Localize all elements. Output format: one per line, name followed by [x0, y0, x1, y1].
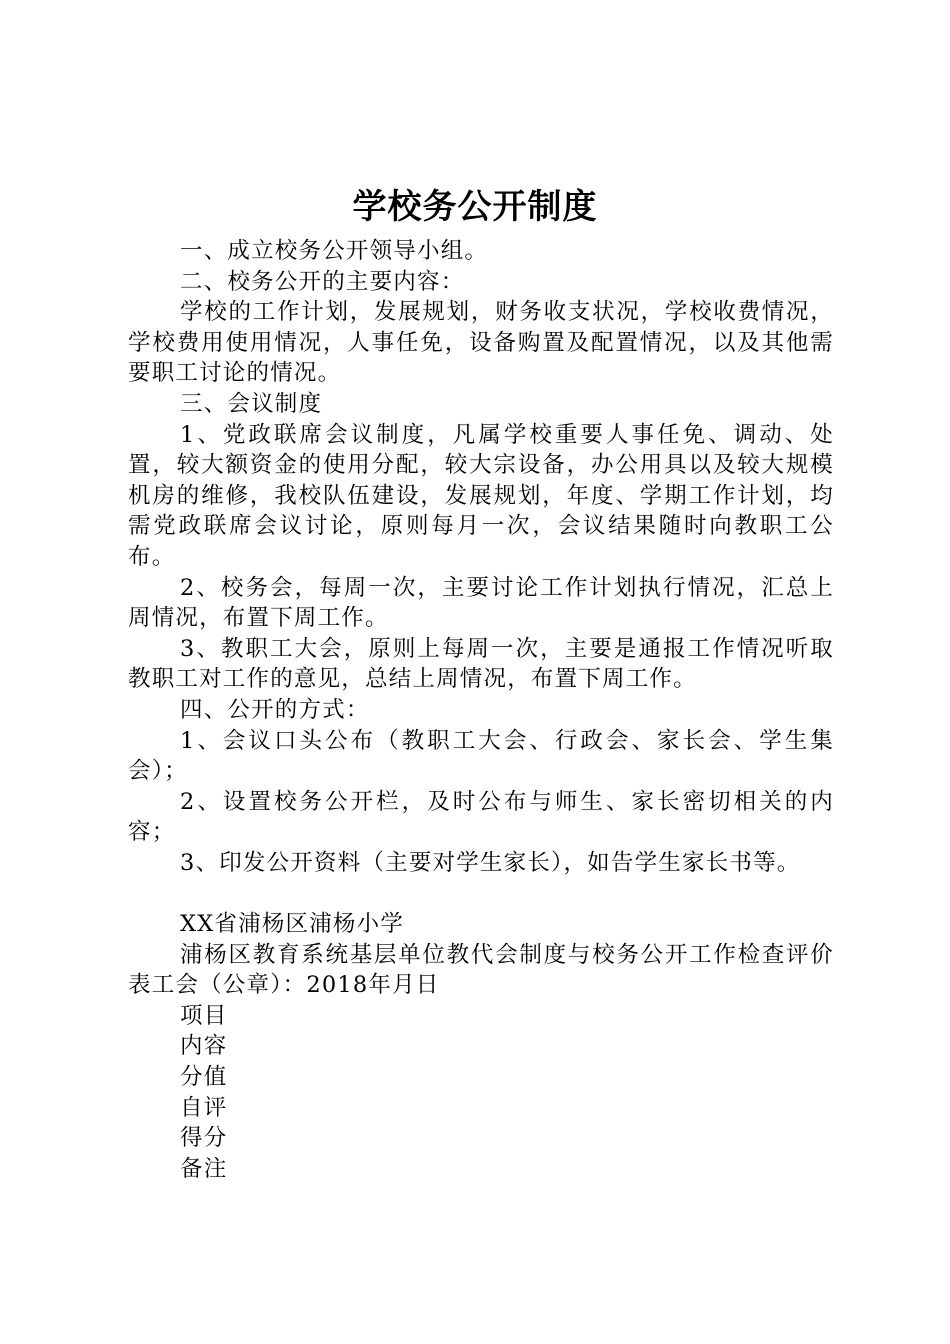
paragraph-section-4: 四、公开的方式：	[180, 696, 370, 723]
paragraph-disclosure-content: 学校的工作计划，发展规划，财务收支状况，学校收费情况，学校费用使用情况，人事任免，设备购置及配置情况，以及其他需要职工讨论的情况。	[128, 299, 834, 387]
school-name: XX省浦杨区浦杨小学	[180, 911, 405, 938]
table-header-item: 项目	[180, 1002, 228, 1029]
paragraph-section-3: 三、会议制度	[180, 390, 323, 417]
form-heading: 浦杨区教育系统基层单位教代会制度与校务公开工作检查评价表工会（公章）：2018年月日	[128, 941, 834, 999]
paragraph-meeting-rule-3: 3、教职工大会，原则上每周一次，主要是通报工作情况听取教职工对工作的意见，总结上周情况，布置下周工作。	[128, 635, 834, 693]
table-header-points: 得分	[180, 1125, 228, 1152]
paragraph-meeting-rule-2: 2、校务会，每周一次，主要讨论工作计划执行情况，汇总上周情况，布置下周工作。	[128, 574, 834, 632]
paragraph-method-1: 1、会议口头公布（教职工大会、行政会、家长会、学生集会）；	[128, 727, 834, 785]
paragraph-section-2: 二、校务公开的主要内容：	[180, 268, 465, 295]
paragraph-method-3: 3、印发公开资料（主要对学生家长），如告学生家长书等。	[180, 849, 801, 876]
table-header-content: 内容	[180, 1033, 228, 1060]
document-body	[128, 236, 834, 1184]
table-header-self-eval: 自评	[180, 1094, 228, 1121]
paragraph-method-2: 2、设置校务公开栏，及时公布与师生、家长密切相关的内容；	[128, 788, 834, 846]
paragraph-meeting-rule-1: 1、党政联席会议制度，凡属学校重要人事任免、调动、处置，较大额资金的使用分配，较大宗设备，办公用具以及较大规模机房的维修，我校队伍建设，发展规划，年度、学期工作计划，均需党政联席会议讨论，原则每月一次，会议结果随时向教职工公布。	[128, 421, 834, 570]
table-header-remarks: 备注	[180, 1155, 228, 1182]
blank-line	[128, 878, 834, 909]
table-header-score: 分值	[180, 1064, 228, 1091]
paragraph-section-1: 一、成立校务公开领导小组。	[180, 238, 489, 264]
document-title: 学校务公开制度	[352, 187, 598, 227]
